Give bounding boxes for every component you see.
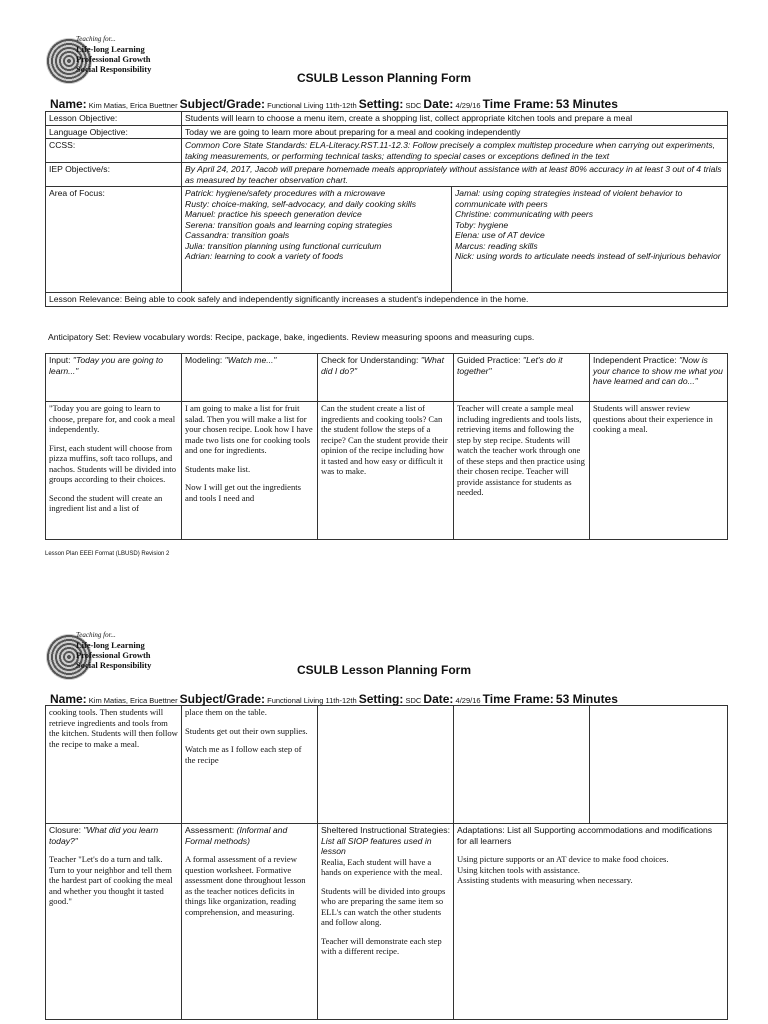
anticipatory-set: Anticipatory Set: Review vocabulary words: Recipe, package, bake, ingedients. Review measuring spoons and measuring cups. — [48, 332, 535, 342]
list-item: Serena: transition goals and learning coping strategies — [185, 219, 393, 230]
input-header: Input: "Today you are going to learn..." — [46, 354, 182, 402]
objectives-table — [45, 111, 728, 307]
page-2 — [0, 600, 768, 1024]
table-row — [46, 187, 728, 293]
logo-line: Life-long Learning — [76, 640, 145, 650]
logo-tagline: Teaching for... — [76, 631, 116, 639]
logo-line: Professional Growth — [76, 54, 151, 64]
ccss-standard: Common Core State Standards: ELA-Literacy.RST.11-12.3: Follow precisely a complex multistep procedure when carrying out experiments, taking measurements, or performing technical tasks; attending to special cases or exceptions defined in the text — [182, 139, 728, 163]
language-objective: Today we are going to learn more about preparing for a meal and cooking independently — [182, 125, 728, 139]
closure-cell: Closure: "What did you learn today?" Teacher "Let's do a turn and talk. Turn to your neighbor and tell them the hardest part of cooking the meal and whether you thought it tasted good." — [46, 824, 182, 1020]
subject-value: Functional Living 11th-12th — [267, 101, 357, 110]
name-label: Name: — [50, 692, 87, 706]
list-item: Elena: use of AT device — [455, 230, 545, 240]
list-item: Toby: hygiene — [455, 219, 509, 230]
setting-value: SDC — [405, 696, 422, 705]
modeling-cell: I am going to make a list for fruit salad. Then you will make a list for your chosen recipe. Look how I have made two lists one for cooking tools and one for ingredients. Students make list. Now I will get out the ingredients and tools I need and — [182, 402, 318, 540]
adaptations-cell: Adaptations: List all Supporting accommodations and modifications for all learners Using picture supports or an AT device to make food choices. Using kitchen tools with assistance. Assisting students with measuring when necessary. — [454, 824, 728, 1020]
table-row — [46, 163, 728, 187]
check-header: Check for Understanding: "What did I do?" — [318, 354, 454, 402]
time-label: Time Frame: — [482, 97, 554, 111]
independent-cell — [590, 706, 728, 824]
table-row — [46, 293, 728, 307]
focus-list-left — [182, 187, 452, 293]
setting-label: Setting: — [358, 97, 404, 111]
list-item: Marcus: reading skills — [455, 240, 538, 251]
phases-table — [45, 353, 728, 540]
row-label: IEP Objective/s: — [46, 163, 182, 187]
form-title: CSULB Lesson Planning Form — [296, 663, 471, 677]
list-item: Cassandra: transition goals — [185, 230, 290, 240]
logo-line: Social Responsibility — [76, 64, 152, 74]
subject-label: Subject/Grade: — [179, 97, 266, 111]
list-item: Julia: transition planning using functional curriculum — [185, 240, 382, 251]
iep-objective: By April 24, 2017, Jacob will prepare homemade meals appropriately without assistance with at least 80% accuracy in at least 3 out of 4 trials as measured by teacher observation chart. — [182, 163, 728, 187]
row-label: Area of Focus: — [46, 187, 182, 293]
table-row — [46, 402, 728, 540]
form-title: CSULB Lesson Planning Form — [296, 71, 471, 85]
row-label: Language Objective: — [46, 125, 182, 139]
list-item: Rusty: choice-making, self-advocacy, and daily cooking skills — [185, 198, 417, 209]
setting-label: Setting: — [358, 692, 404, 706]
assessment-cell: Assessment: (Informal and Formal methods) A formal assessment of a review question worksheet. Formative assessment done throughout lesson as the teacher notices deficits in things like organization, reading comprehension, and measuring. — [182, 824, 318, 1020]
subject-value: Functional Living 11th-12th — [267, 696, 357, 705]
time-value: 53 Minutes — [555, 97, 618, 111]
check-cell: Can the student create a list of ingredients and cooking tools? Can the student follow the steps of a recipe? Can the student provide their opinion of the recipe including how it tasted and how easy or difficult it was to make. — [318, 402, 454, 540]
name-value: Kim Matias, Erica Buettner — [88, 101, 178, 110]
name-bar — [50, 97, 618, 111]
list-item: Jamal: using coping strategies instead of violent behavior to communicate with peers — [455, 188, 683, 209]
guided-cell: Teacher will create a sample meal including ingredients and tools lists, retrieving items and following the step by step recipe. Students will watch the teacher work through one of these steps and then practice using their chosen recipe. Teacher will provide assistance for students as needed. — [454, 402, 590, 540]
table-row — [46, 354, 728, 402]
table-row — [46, 824, 728, 1020]
independent-header: Independent Practice: "Now is your chance to show me what you have learned and can do..." — [590, 354, 728, 402]
modeling-header: Modeling: "Watch me..." — [182, 354, 318, 402]
check-cell — [318, 706, 454, 824]
logo-line: Professional Growth — [76, 650, 151, 660]
input-cell: cooking tools. Then students will retrieve ingredients and tools from the kitchen. Students will then follow the recipe to make a meal. — [46, 706, 182, 824]
independent-cell: Students will answer review questions about their experience in cooking a meal. — [590, 402, 728, 540]
table-row — [46, 125, 728, 139]
list-item: Patrick: hygiene/safety procedures with a microwave — [185, 188, 386, 198]
list-item: Nick: using words to articulate needs instead of self-injurious behavior — [455, 251, 721, 261]
list-item: Manuel: practice his speech generation device — [185, 209, 362, 219]
time-label: Time Frame: — [482, 692, 554, 706]
continuation-table — [45, 705, 728, 1020]
sheltered-strategies-cell: Sheltered Instructional Strategies: List all SIOP features used in lesson Realia, Each student will have a hands on experience with the meal. Students will be divided into groups who are preparing the same item so ELL's can watch the other students and follow along. Teacher will demonstrate each step with a different recipe. — [318, 824, 454, 1020]
guided-header: Guided Practice: "Let's do it together" — [454, 354, 590, 402]
table-row — [46, 139, 728, 163]
logo-line: Social Responsibility — [76, 660, 152, 670]
row-label: Lesson Objective: — [46, 112, 182, 126]
list-item: Adrian: learning to cook a variety of foods — [185, 251, 344, 261]
logo-tagline: Teaching for... — [76, 35, 116, 43]
list-item: Christine: communicating with peers — [455, 209, 594, 219]
logo-line: Life-long Learning — [76, 44, 145, 54]
time-value: 53 Minutes — [555, 692, 618, 706]
row-label: CCSS: — [46, 139, 182, 163]
date-label: Date: — [423, 97, 454, 111]
lesson-objective: Students will learn to choose a menu item, create a shopping list, collect appropriate kitchen tools and prepare a meal — [182, 112, 728, 126]
guided-cell — [454, 706, 590, 824]
modeling-cell: place them on the table. Students get out their own supplies. Watch me as I follow each step of the recipe — [182, 706, 318, 824]
name-label: Name: — [50, 97, 87, 111]
focus-list-right — [452, 187, 728, 293]
table-row — [46, 706, 728, 824]
input-cell: "Today you are going to learn to choose, prepare for, and cook a meal independently. First, each student will choose from pizza muffins, soft taco rollups, and nachos. Students will be divided into groups according to their choices. Second the student will create an ingredient list and a list of — [46, 402, 182, 540]
setting-value: SDC — [405, 101, 422, 110]
lesson-relevance: Lesson Relevance: Being able to cook safely and independently significantly increases a student's independence in the home. — [46, 293, 728, 307]
name-value: Kim Matias, Erica Buettner — [88, 696, 178, 705]
date-value: 4/29/16 — [455, 101, 481, 110]
date-label: Date: — [423, 692, 454, 706]
name-bar — [50, 692, 618, 706]
table-row — [46, 112, 728, 126]
footer-note: Lesson Plan EEEI Format (LBUSD) Revision 2 — [45, 551, 170, 557]
date-value: 4/29/16 — [455, 696, 481, 705]
subject-label: Subject/Grade: — [179, 692, 266, 706]
